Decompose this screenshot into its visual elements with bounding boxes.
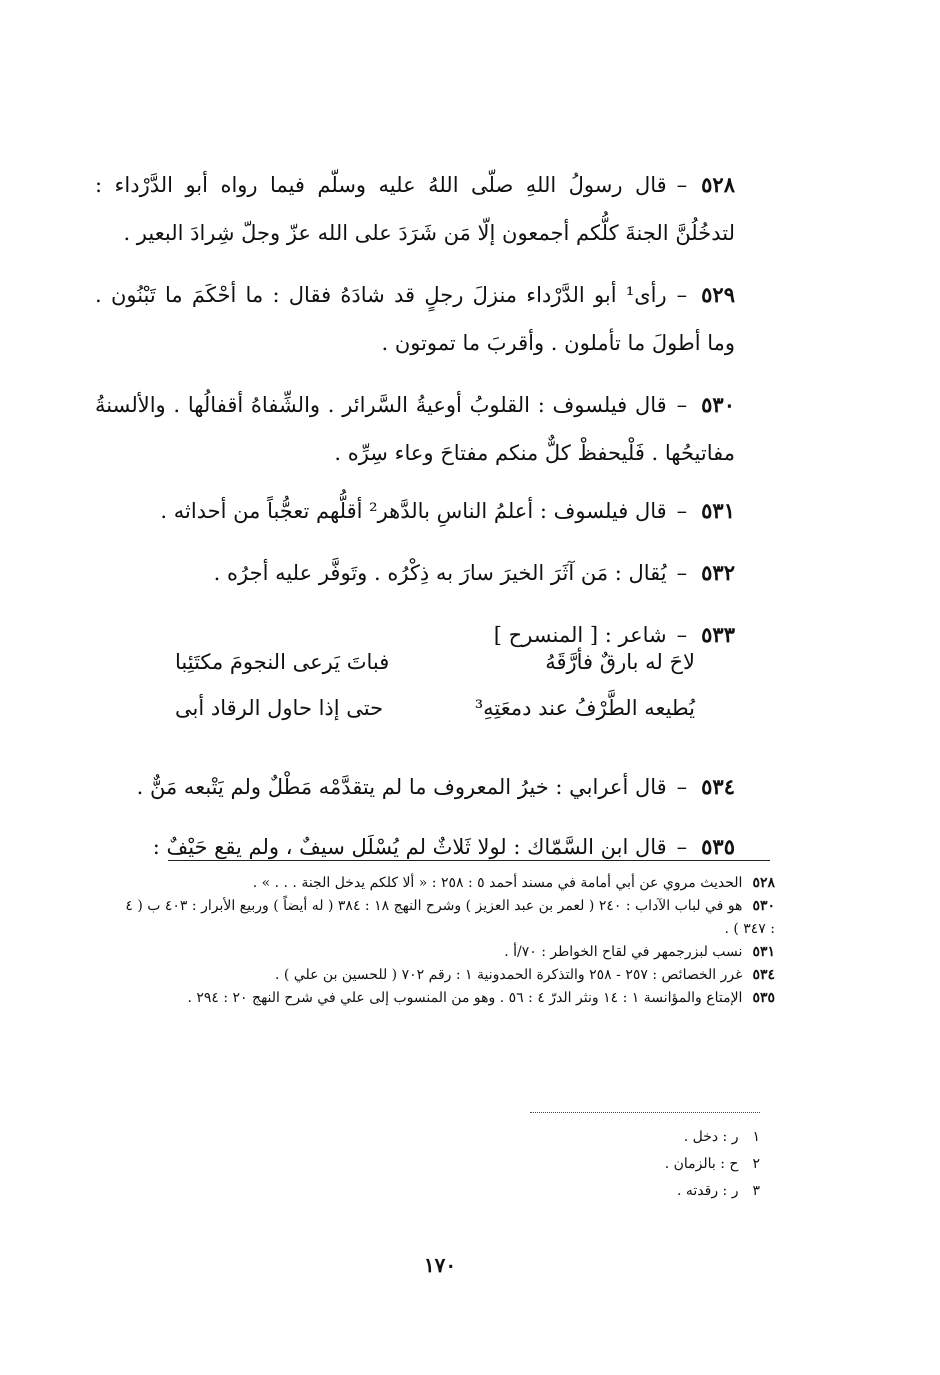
dash: –: [676, 393, 688, 417]
dash: –: [676, 283, 688, 307]
variant-text: ح : بالزمان .: [664, 1156, 739, 1172]
poem-verse-2: [175, 684, 695, 732]
entry-text: قال فيلسوف : أعلمُ الناسِ بالدَّهر² أقلُّهم تعجُّباً من أحداثه .: [160, 499, 667, 523]
entry-535: [95, 823, 735, 871]
entry-529: [95, 271, 735, 367]
entry-number: ٥٣٥: [701, 834, 735, 859]
variant-number: ١: [752, 1129, 760, 1145]
entry-text: يُقال : مَن آثَرَ الخيرَ سارَ به ذِكْرُه . وتَوفَّر عليه أجرُه .: [213, 561, 667, 585]
footnote-text: هو في لباب الآداب : ٢٤٠ ( لعمر بن عبد العزيز ) وشرح النهج ١٨ : ٣٨٤ ( له أيضاً ) وربيع الأبرار : ٤٠٣ ب ( ٤ : ٣٤٧ ) .: [125, 898, 775, 937]
entry-number: ٥٣١: [701, 498, 735, 523]
entry-text: قال أعرابي : خيرُ المعروف ما لم يتقدَّمْه مَطْلٌ ولم يَتْبعه مَنٌّ .: [136, 775, 667, 799]
footnote-number: ٥٣١: [752, 944, 775, 960]
entry-number: ٥٢٩: [701, 282, 735, 307]
entry-number: ٥٣٤: [701, 774, 735, 799]
footnotes: [125, 872, 775, 1010]
footnote-number: ٥٣٠: [752, 898, 775, 914]
entry-number: ٥٣٣: [701, 622, 735, 647]
page-number: ١٧٠: [423, 1253, 457, 1277]
dash: –: [676, 499, 688, 523]
variants-divider: [530, 1112, 760, 1113]
entry-532: [135, 549, 735, 597]
footnote-text: غرر الخصائص : ٢٥٧ - ٢٥٨ والتذكرة الحمدونية ١ : رقم ٧٠٢ ( للحسين بن علي ) .: [275, 967, 743, 983]
entry-text: قال رسولُ اللهِ صلّى اللهُ عليه وسلّم فيما رواه أبو الدَّرْداء : لتدخُلُنَّ الجنةَ كلُّكم أجمعون إلّا مَن شَرَدَ على الله عزّ وجلّ شِرادَ البعير .: [95, 173, 735, 245]
dash: –: [676, 835, 688, 859]
footnote-number: ٥٣٥: [752, 990, 775, 1006]
dash: –: [676, 173, 688, 197]
entry-text: رأى¹ أبو الدَّرْداء منزلَ رجلٍ قد شادَهُ فقال : ما أحْكَمَ ما تَبْنُون . وما أطولَ ما تأملون . وأقربَ ما تموتون .: [95, 283, 735, 355]
entry-531: [135, 487, 735, 535]
footnote-number: ٥٢٨: [752, 875, 775, 891]
entry-text: شاعر : [ المنسرح ]: [493, 623, 667, 647]
footnote-text: الإمتاع والمؤانسة ١ : ١٤ ونثر الدرّ ٤ : ٥٦ . وهو من المنسوب إلى علي في شرح النهج ٢٠ : ٢٩٤ .: [187, 990, 743, 1006]
footnote-divider: [168, 860, 770, 861]
dash: –: [676, 775, 688, 799]
variant-note: [460, 1124, 760, 1151]
footnote: [125, 895, 775, 941]
variant-number: ٢: [752, 1156, 760, 1172]
variant-text: ر : رقدته .: [676, 1183, 739, 1199]
footnote: [125, 872, 775, 895]
footnote: [125, 987, 775, 1010]
verse-first-hemistich: يُطيعه الطَّرْفُ عند دمعَتِهِ³: [474, 696, 695, 720]
entry-number: ٥٣٠: [701, 392, 735, 417]
verse-first-hemistich: لاحَ له بارقٌ فأرَّقَهُ: [545, 650, 695, 674]
footnote-text: الحديث مروي عن أبي أمامة في مسند أحمد ٥ : ٢٥٨ : « ألا كلكم يدخل الجنة . . . » .: [252, 875, 743, 891]
variant-number: ٣: [752, 1183, 760, 1199]
footnote-number: ٥٣٤: [752, 967, 775, 983]
entry-text: قال ابن السَّمّاك : لولا ثَلاثٌ لم يُسْلَل سيفٌ ، ولم يقع حَيْفٌ :: [152, 835, 667, 859]
entry-534: [95, 763, 735, 811]
variant-note: [460, 1178, 760, 1205]
footnote-text: نسب لبزرجمهر في لقاح الخواطر : ٧٠/أ .: [504, 944, 743, 960]
dash: –: [676, 623, 688, 647]
footnote: [125, 941, 775, 964]
manuscript-variants: [460, 1124, 760, 1205]
dash: –: [676, 561, 688, 585]
poem-verse-1: [175, 638, 695, 686]
entry-number: ٥٣٢: [701, 560, 735, 585]
entry-text: قال فيلسوف : القلوبُ أوعيةُ السَّرائر . والشِّفاهُ أقفالُها . والألسنةُ مفاتيحُها . فَلْيحفظْ كلٌّ منكم مفتاحَ وعاء سِرِّه .: [95, 393, 735, 465]
entry-530: [95, 381, 735, 477]
verse-second-hemistich: فباتَ يَرعى النجومَ مكتَئِبا: [175, 650, 390, 674]
verse-second-hemistich: حتى إذا حاول الرقاد أبى: [175, 696, 384, 720]
footnote: [125, 964, 775, 987]
entry-528: [95, 161, 735, 257]
variant-text: ر : دخل .: [683, 1129, 739, 1145]
variant-note: [460, 1151, 760, 1178]
entry-number: ٥٢٨: [701, 172, 735, 197]
